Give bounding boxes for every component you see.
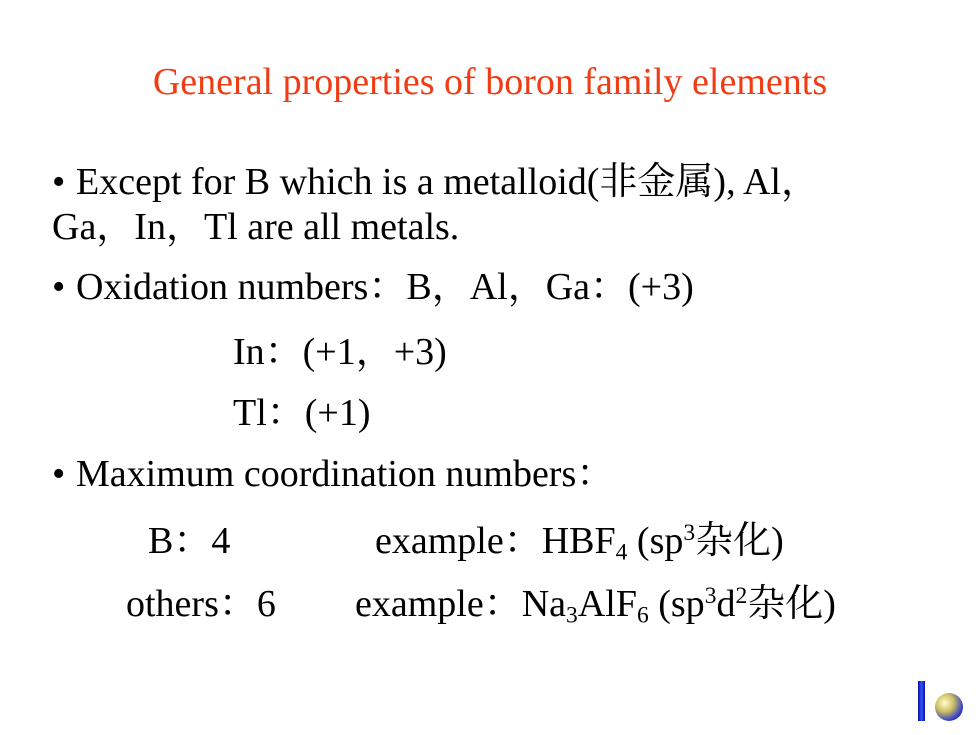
presentation-logo-icon [916, 679, 972, 723]
bullet-dot: • [52, 266, 66, 308]
bullet-text: Except for B which is a metalloid(非金属), Al， [76, 161, 819, 203]
coordination-row-2-example: example：$Na_3AlF_6$ ($sp^3d^2$杂化) [355, 583, 836, 629]
bullet-text: Maximum coordination numbers： [76, 453, 615, 495]
coordination-row-1-example: example：$HBF_4$ ($sp^3$杂化) [375, 520, 784, 566]
bullet-text: Oxidation numbers：B，Al，Ga：(+3) [76, 266, 694, 308]
logo-ball [935, 693, 963, 721]
bullet-item-2-line-1 [52, 266, 694, 308]
slide-title: General properties of boron family elements [152, 61, 828, 103]
coordination-row-2-label: others：6 [126, 583, 276, 625]
bullet-item-2-line-2: In：(+1，+3) [233, 331, 447, 373]
bullet-item-3-line-1 [52, 453, 614, 495]
bullet-item-1-line-2: Ga，In，Tl are all metals. [52, 206, 460, 248]
bullet-item-1-line-1 [52, 161, 819, 203]
coordination-row-1-label: B：4 [148, 520, 231, 562]
bullet-dot: • [52, 453, 66, 495]
bullet-item-2-line-3: Tl：(+1) [233, 392, 371, 434]
logo-bar [918, 681, 925, 721]
bullet-dot: • [52, 161, 66, 203]
